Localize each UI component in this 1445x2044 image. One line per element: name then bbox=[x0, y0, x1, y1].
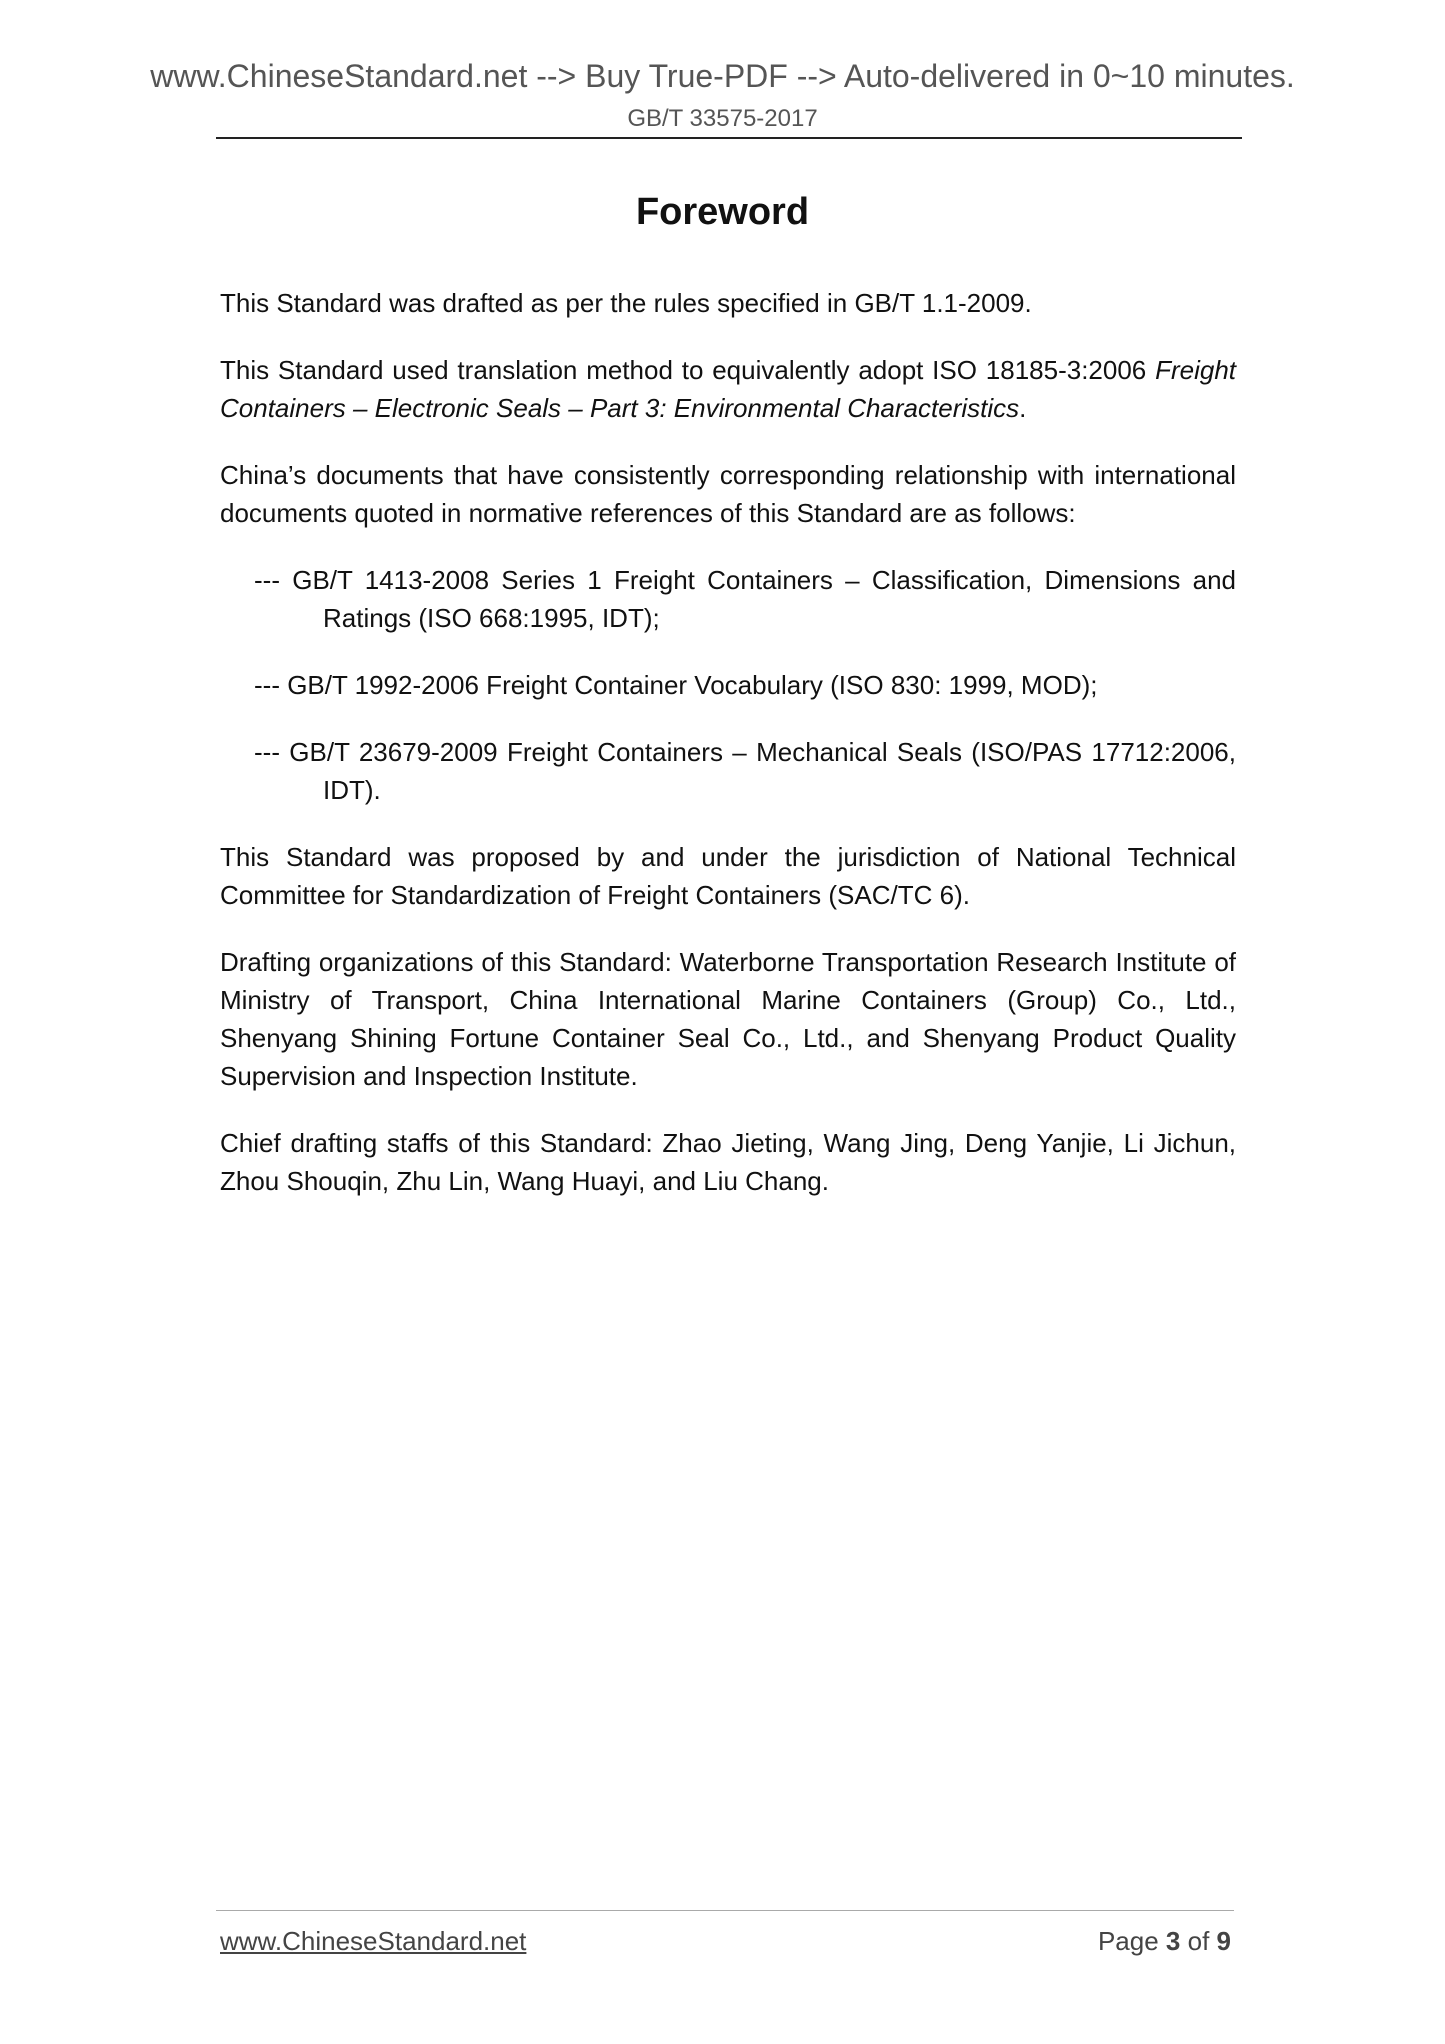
paragraph-drafting-rules: This Standard was drafted as per the rules specified in GB/T 1.1-2009. bbox=[220, 288, 1032, 318]
footer-website-link[interactable]: www.ChineseStandard.net bbox=[220, 1926, 527, 1956]
reference-item: --- GB/T 23679-2009 Freight Containers – Mechanical Seals (ISO/PAS 17712:2006, IDT). bbox=[254, 737, 1236, 805]
page-prefix: Page bbox=[1097, 1926, 1166, 1956]
page-of: of bbox=[1180, 1926, 1217, 1956]
paragraph-corresponding-documents: China’s documents that have consistently corresponding relationship with international documents quoted in normative references of this Standard are as follows: bbox=[220, 460, 1236, 528]
page-number bbox=[1098, 1924, 1231, 1958]
page-total: 9 bbox=[1216, 1926, 1231, 1956]
page-current: 3 bbox=[1165, 1926, 1181, 1956]
adoption-tail-text: . bbox=[1019, 393, 1027, 423]
header-divider bbox=[216, 137, 1242, 139]
paragraph-drafting-organizations: Drafting organizations of this Standard: Waterborne Transportation Research Institute of Ministry of Transport, China International Marine Containers (Group) Co., Ltd., Shenyang Shining Fortune Container Seal Co., Ltd., and Shenyang Product Quality Supervision and Inspection Institute. bbox=[220, 947, 1236, 1091]
top-banner: www.ChineseStandard.net --> Buy True-PDF --> Auto-delivered in 0~10 minutes. bbox=[150, 58, 1295, 94]
reference-item: --- GB/T 1413-2008 Series 1 Freight Containers – Classification, Dimensions and Ratings (ISO 668:1995, IDT); bbox=[254, 565, 1236, 633]
adoption-lead-text: This Standard used translation method to equivalently adopt ISO 18185-3:2006 bbox=[220, 355, 1156, 385]
standard-code-header: GB/T 33575-2017 bbox=[627, 105, 818, 132]
paragraph-jurisdiction: This Standard was proposed by and under the jurisdiction of National Technical Committee for Standardization of Freight Containers (SAC/TC 6). bbox=[220, 842, 1236, 910]
paragraph-adoption bbox=[220, 351, 1236, 427]
document-body bbox=[220, 284, 1236, 1229]
page-title: Foreword bbox=[635, 191, 810, 233]
reference-item: --- GB/T 1992-2006 Freight Container Vocabulary (ISO 830: 1999, MOD); bbox=[254, 670, 1098, 700]
footer-divider bbox=[216, 1910, 1234, 1911]
adopted-standard-title: Freight Containers – Electronic Seals – Part 3: Environmental Characteristics bbox=[220, 355, 1236, 423]
paragraph-drafting-staff: Chief drafting staffs of this Standard: Zhao Jieting, Wang Jing, Deng Yanjie, Li Jichun, Zhou Shouqin, Zhu Lin, Wang Huayi, and Liu Chang. bbox=[220, 1128, 1236, 1196]
